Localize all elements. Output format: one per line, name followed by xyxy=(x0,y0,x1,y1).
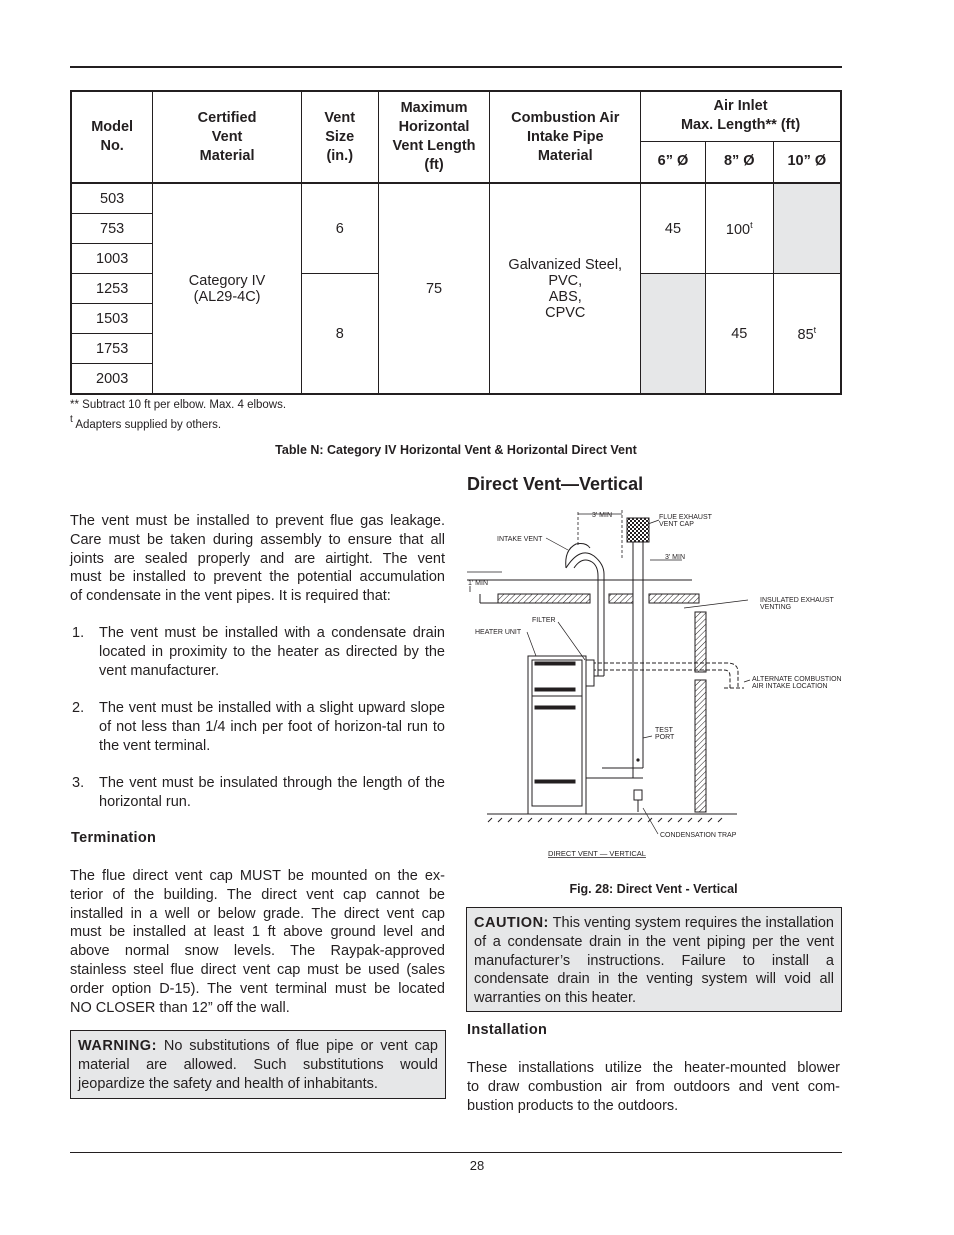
label-condensation-trap: CONDENSATION TRAP xyxy=(660,832,737,839)
installation-heading: Installation xyxy=(467,1022,548,1038)
roof-structure xyxy=(467,580,699,603)
air-6in-cell-b-na xyxy=(641,274,706,395)
label-3ft-min-b: 3' MIN xyxy=(665,554,686,561)
termination-paragraph: The flue direct vent cap MUST be mounted on the ex- terior of the building. The direct vent cap cannot be installed in a well or below grade. The direct vent cap must be installed at least 1 ft above ground level and above normal snow levels. The Raypak-approved stainless steel flue direct vent cap must be used (sales order option D-15). The vent terminal must be located NO CLOSER than 12” off the wall. xyxy=(70,868,445,1016)
label-filter: FILTER xyxy=(532,617,556,624)
air-8in-cell-b: 45 xyxy=(705,274,773,395)
footnote-elbows: ** Subtract 10 ft per elbow. Max. 4 elbows. xyxy=(70,399,287,411)
label-flue-cap-2: VENT CAP xyxy=(659,521,694,528)
warning-box xyxy=(70,1030,446,1099)
header-8in: 8” Ø xyxy=(705,141,773,183)
vent-size-cell-a: 6 xyxy=(301,183,378,274)
label-1ft-min: 1' MIN xyxy=(468,580,489,587)
label-flue-cap-1: FLUE EXHAUST xyxy=(659,514,712,521)
ground xyxy=(487,814,737,822)
label-alternate-2: AIR INTAKE LOCATION xyxy=(752,683,828,690)
footnote-adapters: $^t$ Adapters supplied by others. xyxy=(70,414,222,431)
air-10in-cell-a-na xyxy=(773,183,841,274)
model-cell: 753 xyxy=(71,214,153,244)
header-intake-material: Combustion Air Intake Pipe Material xyxy=(490,91,641,183)
requirements-list: 1. The vent must be installed with a condensate drain located in proximity to the heater as directed by the vent manufacturer. 2. The vent must be installed with a slight upward slope of not less than 1/4 inch per foot of horizon-tal run to the vent terminal. 3. The vent must be insulated through the length of the horizontal run. xyxy=(72,625,445,810)
top-rule xyxy=(70,66,842,68)
model-cell: 2003 xyxy=(71,364,153,395)
page-number: 28 xyxy=(469,1158,485,1173)
label-intake-vent: INTAKE VENT xyxy=(497,536,543,543)
model-cell: 503 xyxy=(71,183,153,214)
model-cell: 1503 xyxy=(71,304,153,334)
header-max-length: Maximum Horizontal Vent Length (ft) xyxy=(378,91,490,183)
diagram-title: DIRECT VENT — VERTICAL xyxy=(548,849,646,858)
warning-text: No substitutions of flue pipe or vent cap material are allowed. Such substitutions would jeopardize the safety and health of inhabitants. xyxy=(78,1038,438,1092)
header-vent-size: Vent Size (in.) xyxy=(301,91,378,183)
table-caption: Table N: Category IV Horizontal Vent & Horizontal Direct Vent xyxy=(275,443,637,457)
label-alternate-1: ALTERNATE COMBUSTION xyxy=(752,676,842,683)
label-heater-unit: HEATER UNIT xyxy=(475,629,522,636)
label-insulated-2: VENTING xyxy=(760,604,792,611)
header-air-inlet: Air Inlet Max. Length** (ft) xyxy=(641,91,841,141)
flue-cap-icon xyxy=(627,518,649,542)
installation-paragraph: These installations utilize the heater-mounted blower to draw combustion air from outdoors and vent com- bustion products to the outdoors. xyxy=(467,1060,840,1114)
section-heading: Direct Vent—Vertical xyxy=(467,474,644,494)
caution-text: This venting system requires the installation of a condensate drain in the vent piping per the vent manufacturer’s instructions. Failure to install a condensate drain in the venting system will void all warranties on this heater. xyxy=(474,915,834,1007)
label-test-port-2: PORT xyxy=(655,734,675,741)
header-10in: 10” Ø xyxy=(773,141,841,183)
intro-paragraph: The vent must be installed to prevent flue gas leakage. Care must be taken during assembly to ensure that all joints are sealed properly and are airtight. The vent must be installed to prevent the potential accumulation of condensate in the vent pipes. It is required that: xyxy=(70,513,445,605)
termination-heading: Termination xyxy=(71,830,157,846)
vent-material-cell: Category IV (AL29-4C) xyxy=(153,183,302,394)
heater-unit xyxy=(528,656,594,814)
air-8in-cell-a: 100$^t$ xyxy=(705,183,773,274)
label-3ft-min: 3' MIN xyxy=(592,512,613,519)
condensation-trap xyxy=(634,790,642,812)
model-cell: 1253 xyxy=(71,274,153,304)
figure-caption: Fig. 28: Direct Vent - Vertical xyxy=(569,882,738,896)
air-10in-cell-b: 85$^t$ xyxy=(773,274,841,395)
header-6in: 6” Ø xyxy=(641,141,706,183)
label-insulated-1: INSULATED EXHAUST xyxy=(760,597,834,604)
air-6in-cell-a: 45 xyxy=(641,183,706,274)
direct-vent-diagram xyxy=(462,500,846,866)
bottom-rule xyxy=(70,1152,842,1153)
label-test-port-1: TEST xyxy=(655,727,673,734)
model-cell: 1753 xyxy=(71,334,153,364)
test-port-icon xyxy=(636,758,639,761)
header-vent-material: Certified Vent Material xyxy=(153,91,302,183)
vent-table xyxy=(70,90,842,395)
caution-box xyxy=(466,907,842,1012)
alternate-intake-path xyxy=(592,663,744,688)
warning-label: WARNING: xyxy=(78,1038,157,1054)
model-cell: 1003 xyxy=(71,244,153,274)
vent-size-cell-b: 8 xyxy=(301,274,378,395)
wall-lower xyxy=(695,680,706,812)
caution-label: CAUTION: xyxy=(474,915,549,931)
intake-material-cell: Galvanized Steel, PVC, ABS, CPVC xyxy=(490,183,641,394)
max-length-cell: 75 xyxy=(378,183,490,394)
header-model: Model No. xyxy=(71,91,153,183)
